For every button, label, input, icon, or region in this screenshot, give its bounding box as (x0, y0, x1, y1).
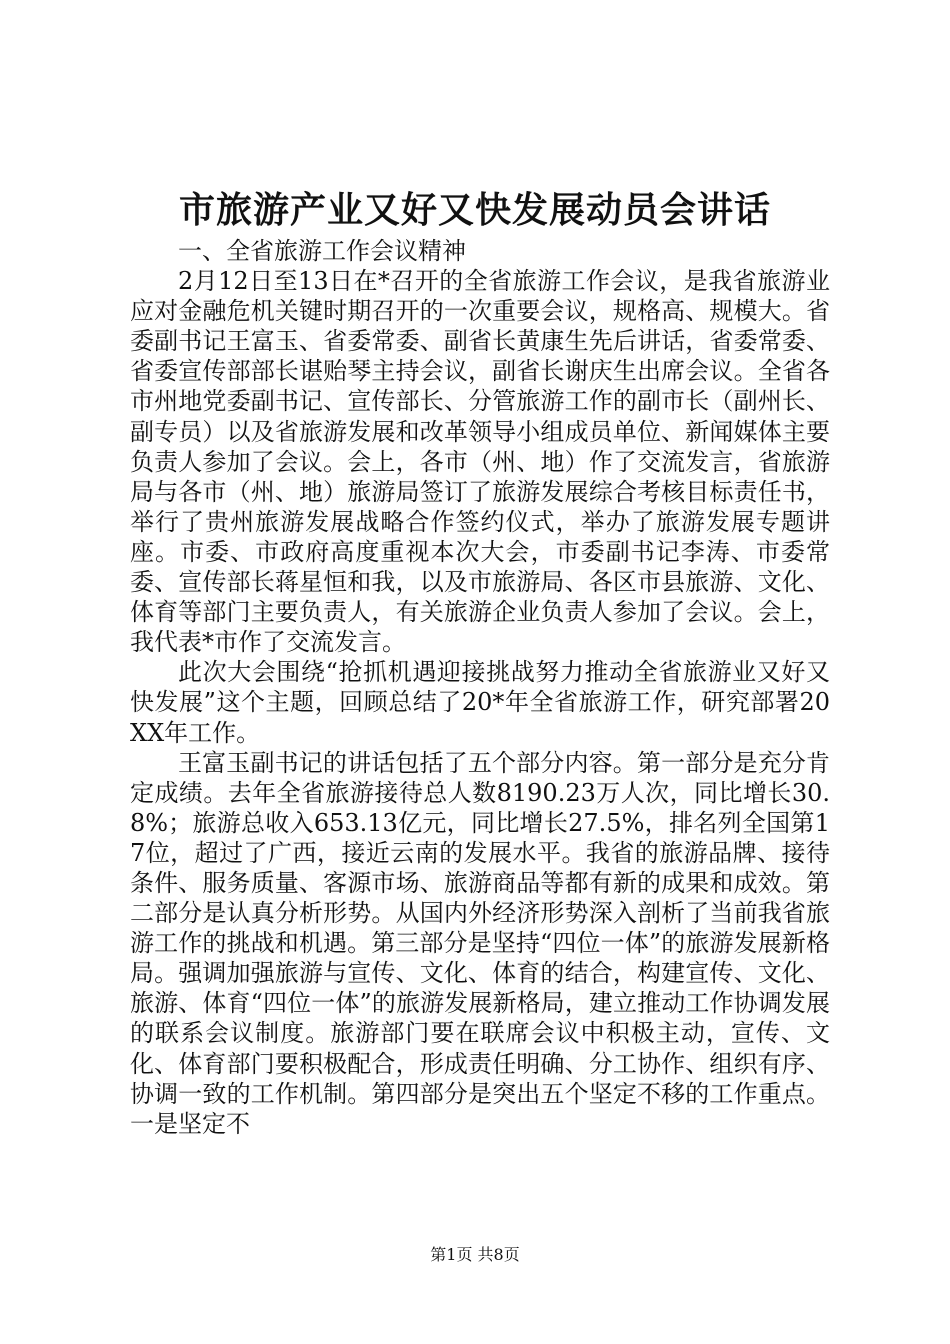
section-heading: 一、全省旅游工作会议精神 (178, 237, 466, 265)
paragraph: 此次大会围绕“抢抓机遇迎接挑战努力推动全省旅游业又好又快发展”这个主题，回顾总结了20*年全省旅游工作，研究部署20XX年工作。 (130, 658, 830, 747)
paragraph: 2月12日至13日在*召开的全省旅游工作会议，是我省旅游业应对金融危机关键时期召开的一次重要会议，规格高、规模大。省委副书记王富玉、省委常委、副省长黄康生先后讲话，省委常委、省委宣传部部长谌贻琴主持会议，副省长谢庆生出席会议。全省各市州地党委副书记、宣传部长、分管旅游工作的副市长（副州长、副专员）以及省旅游发展和改革领导小组成员单位、新闻媒体主要负责人参加了会议。会上，各市（州、地）作了交流发言，省旅游局与各市（州、地）旅游局签订了旅游发展综合考核目标责任书，举行了贵州旅游发展战略合作签约仪式，举办了旅游发展专题讲座。市委、市政府高度重视本次大会，市委副书记李涛、市委常委、宣传部长蒋星恒和我，以及市旅游局、各区市县旅游、文化、体育等部门主要负责人，有关旅游企业负责人参加了会议。会上，我代表*市作了交流发言。 (130, 267, 830, 657)
document-title: 市旅游产业又好又快发展动员会讲话 (178, 189, 771, 231)
document-body (130, 236, 830, 1139)
page-number-footer: 第1页 共8页 (430, 1245, 520, 1264)
paragraph: 王富玉副书记的讲话包括了五个部分内容。第一部分是充分肯定成绩。去年全省旅游接待总人数8190.23万人次，同比增长30.8%；旅游总收入653.13亿元，同比增长27.5%，排名列全国第17位，超过了广西，接近云南的发展水平。我省的旅游品牌、接待条件、服务质量、客源市场、旅游商品等都有新的成果和成效。第二部分是认真分析形势。从国内外经济形势深入剖析了当前我省旅游工作的挑战和机遇。第三部分是坚持“四位一体”的旅游发展新格局。强调加强旅游与宣传、文化、体育的结合，构建宣传、文化、旅游、体育“四位一体”的旅游发展新格局，建立推动工作协调发展的联系会议制度。旅游部门要在联席会议中积极主动，宣传、文化、体育部门要积极配合，形成责任明确、分工协作、组织有序、协调一致的工作机制。第四部分是突出五个坚定不移的工作重点。一是坚定不 (130, 748, 830, 1138)
